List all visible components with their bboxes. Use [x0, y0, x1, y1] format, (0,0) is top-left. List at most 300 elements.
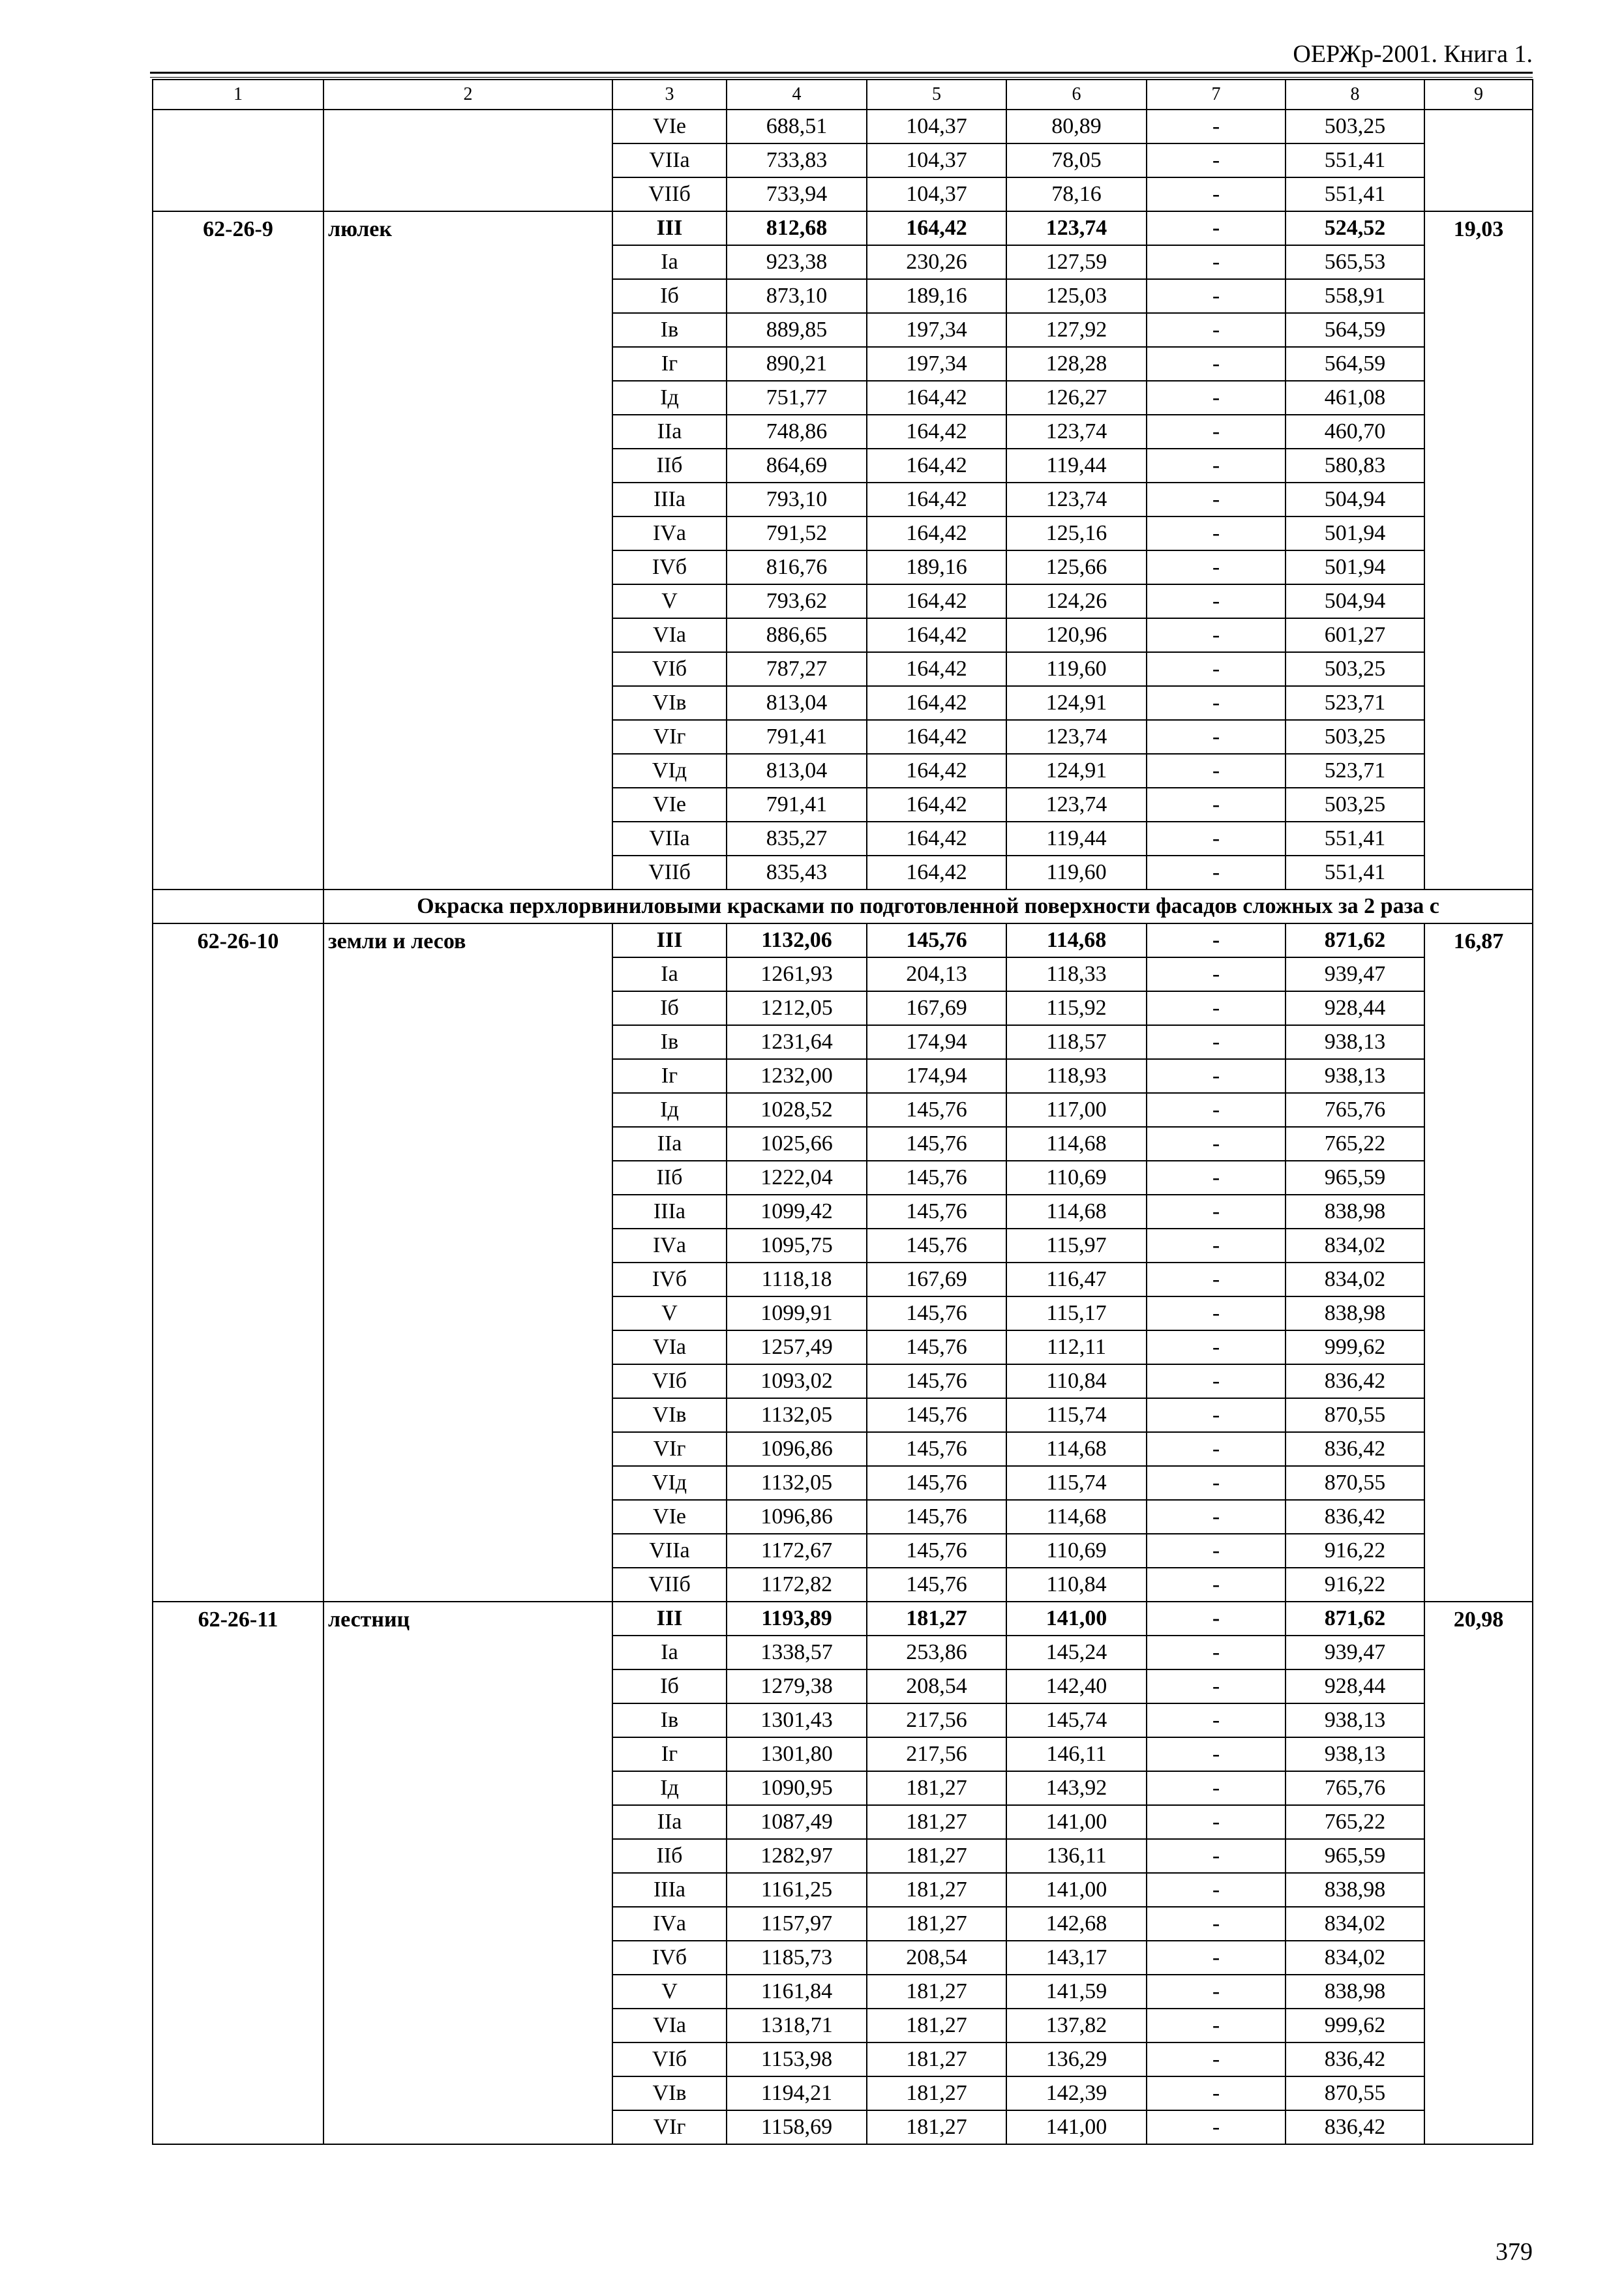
cost-6-cell: 123,74 [1006, 415, 1147, 449]
cost-8-cell: 501,94 [1286, 516, 1424, 550]
cost-4-cell: 1232,00 [727, 1059, 867, 1093]
cost-9-cell: 20,98 [1424, 1602, 1533, 2144]
cost-4-cell: 1172,82 [727, 1568, 867, 1602]
cost-6-cell: 127,59 [1006, 245, 1147, 279]
cost-8-cell: 765,22 [1286, 1805, 1424, 1839]
cost-4-cell: 1132,06 [727, 923, 867, 957]
cost-6-cell: 145,74 [1006, 1703, 1147, 1737]
cost-6-cell: 118,33 [1006, 957, 1147, 991]
price-table [152, 79, 1533, 2145]
cost-5-cell: 145,76 [867, 1364, 1006, 1398]
cost-7-cell: - [1147, 788, 1286, 822]
class-cell: VIе [612, 788, 727, 822]
cost-5-cell: 145,76 [867, 1330, 1006, 1364]
cost-7-cell: - [1147, 449, 1286, 483]
class-cell: III [612, 1602, 727, 1636]
cost-6-cell: 110,84 [1006, 1364, 1147, 1398]
class-cell: VIг [612, 1432, 727, 1466]
cost-7-cell: - [1147, 1636, 1286, 1669]
cost-4-cell: 688,51 [727, 110, 867, 143]
class-cell: Iа [612, 1636, 727, 1669]
cost-7-cell: - [1147, 483, 1286, 516]
class-cell: IIIа [612, 1195, 727, 1229]
class-cell: VIIб [612, 177, 727, 211]
class-cell: VIв [612, 686, 727, 720]
class-cell: IIб [612, 1839, 727, 1873]
cost-7-cell: - [1147, 1432, 1286, 1466]
cost-5-cell: 197,34 [867, 347, 1006, 381]
cost-5-cell: 181,27 [867, 2009, 1006, 2042]
cost-7-cell: - [1147, 110, 1286, 143]
cost-7-cell: - [1147, 177, 1286, 211]
cost-4-cell: 1158,69 [727, 2110, 867, 2144]
cost-8-cell: 999,62 [1286, 1330, 1424, 1364]
cost-5-cell: 167,69 [867, 991, 1006, 1025]
cost-8-cell: 501,94 [1286, 550, 1424, 584]
cost-4-cell: 1301,43 [727, 1703, 867, 1737]
cost-4-cell: 1161,25 [727, 1873, 867, 1907]
cost-8-cell: 460,70 [1286, 415, 1424, 449]
class-cell: Iв [612, 313, 727, 347]
class-cell: III [612, 923, 727, 957]
cost-7-cell: - [1147, 652, 1286, 686]
cost-6-cell: 115,17 [1006, 1296, 1147, 1330]
cost-8-cell: 838,98 [1286, 1195, 1424, 1229]
cost-6-cell: 141,00 [1006, 1602, 1147, 1636]
cost-6-cell: 141,59 [1006, 1975, 1147, 2009]
name-cell: люлек [323, 211, 612, 890]
cost-4-cell: 1338,57 [727, 1636, 867, 1669]
header-rule [150, 72, 1533, 74]
cost-5-cell: 145,76 [867, 1432, 1006, 1466]
cost-7-cell: - [1147, 1703, 1286, 1737]
cost-5-cell: 253,86 [867, 1636, 1006, 1669]
cost-5-cell: 164,42 [867, 211, 1006, 245]
cost-5-cell: 181,27 [867, 1602, 1006, 1636]
cost-7-cell: - [1147, 1025, 1286, 1059]
cost-6-cell: 120,96 [1006, 618, 1147, 652]
cost-5-cell: 181,27 [867, 1771, 1006, 1805]
cost-5-cell: 164,42 [867, 822, 1006, 856]
cost-4-cell: 1301,80 [727, 1737, 867, 1771]
cost-9-cell: 19,03 [1424, 211, 1533, 890]
cost-7-cell: - [1147, 584, 1286, 618]
cost-8-cell: 870,55 [1286, 2076, 1424, 2110]
class-cell: IIа [612, 1127, 727, 1161]
column-number: 2 [323, 80, 612, 110]
cost-5-cell: 181,27 [867, 2042, 1006, 2076]
cost-7-cell: - [1147, 720, 1286, 754]
cost-8-cell: 939,47 [1286, 1636, 1424, 1669]
cost-6-cell: 119,44 [1006, 822, 1147, 856]
class-cell: VIа [612, 618, 727, 652]
cost-6-cell: 136,11 [1006, 1839, 1147, 1873]
code-cell [153, 110, 323, 211]
code-cell: 62-26-10 [153, 923, 323, 1602]
cost-7-cell: - [1147, 1975, 1286, 2009]
cost-7-cell: - [1147, 1602, 1286, 1636]
cost-4-cell: 835,27 [727, 822, 867, 856]
class-cell: VIд [612, 1466, 727, 1500]
cost-7-cell: - [1147, 754, 1286, 788]
cost-8-cell: 939,47 [1286, 957, 1424, 991]
cost-4-cell: 1093,02 [727, 1364, 867, 1398]
cost-8-cell: 836,42 [1286, 1432, 1424, 1466]
cost-7-cell: - [1147, 1093, 1286, 1127]
cost-5-cell: 164,42 [867, 381, 1006, 415]
cost-5-cell: 145,76 [867, 1466, 1006, 1500]
cost-4-cell: 1099,42 [727, 1195, 867, 1229]
table-row [153, 923, 1533, 957]
cost-4-cell: 791,41 [727, 788, 867, 822]
cost-5-cell: 145,76 [867, 1195, 1006, 1229]
cost-4-cell: 1095,75 [727, 1229, 867, 1263]
cost-8-cell: 503,25 [1286, 652, 1424, 686]
cost-8-cell: 523,71 [1286, 686, 1424, 720]
cost-8-cell: 565,53 [1286, 245, 1424, 279]
cost-7-cell: - [1147, 1500, 1286, 1534]
class-cell: VIв [612, 2076, 727, 2110]
column-number: 8 [1286, 80, 1424, 110]
cost-8-cell: 836,42 [1286, 1500, 1424, 1534]
cost-7-cell: - [1147, 1364, 1286, 1398]
class-cell: IIа [612, 1805, 727, 1839]
cost-6-cell: 143,17 [1006, 1941, 1147, 1975]
class-cell: IVб [612, 1941, 727, 1975]
cost-4-cell: 1087,49 [727, 1805, 867, 1839]
cost-7-cell: - [1147, 1873, 1286, 1907]
cost-6-cell: 126,27 [1006, 381, 1147, 415]
cost-5-cell: 145,76 [867, 1229, 1006, 1263]
class-cell: IVб [612, 1263, 727, 1296]
cost-4-cell: 873,10 [727, 279, 867, 313]
cost-6-cell: 125,03 [1006, 279, 1147, 313]
class-cell: Iд [612, 381, 727, 415]
cost-7-cell: - [1147, 1195, 1286, 1229]
cost-5-cell: 181,27 [867, 1873, 1006, 1907]
cost-6-cell: 124,91 [1006, 754, 1147, 788]
cost-8-cell: 834,02 [1286, 1263, 1424, 1296]
cost-7-cell: - [1147, 1059, 1286, 1093]
cost-6-cell: 78,16 [1006, 177, 1147, 211]
cost-8-cell: 461,08 [1286, 381, 1424, 415]
table-body [153, 80, 1533, 2144]
class-cell: Iд [612, 1771, 727, 1805]
cost-8-cell: 523,71 [1286, 754, 1424, 788]
cost-9-cell [1424, 110, 1533, 211]
class-cell: Iв [612, 1703, 727, 1737]
cost-7-cell: - [1147, 1839, 1286, 1873]
class-cell: VIе [612, 110, 727, 143]
cost-8-cell: 564,59 [1286, 347, 1424, 381]
class-cell: IVа [612, 1907, 727, 1941]
cost-6-cell: 116,47 [1006, 1263, 1147, 1296]
class-cell: IIIа [612, 1873, 727, 1907]
cost-7-cell: - [1147, 2110, 1286, 2144]
cost-4-cell: 791,41 [727, 720, 867, 754]
cost-6-cell: 119,60 [1006, 856, 1147, 890]
cost-5-cell: 145,76 [867, 1500, 1006, 1534]
cost-6-cell: 127,92 [1006, 313, 1147, 347]
cost-4-cell: 1212,05 [727, 991, 867, 1025]
cost-4-cell: 813,04 [727, 754, 867, 788]
cost-6-cell: 124,26 [1006, 584, 1147, 618]
cost-7-cell: - [1147, 415, 1286, 449]
cost-4-cell: 1157,97 [727, 1907, 867, 1941]
cost-5-cell: 104,37 [867, 110, 1006, 143]
cost-8-cell: 838,98 [1286, 1975, 1424, 2009]
cost-8-cell: 503,25 [1286, 788, 1424, 822]
cost-4-cell: 1279,38 [727, 1669, 867, 1703]
cost-6-cell: 114,68 [1006, 923, 1147, 957]
cost-8-cell: 836,42 [1286, 2110, 1424, 2144]
cost-6-cell: 110,69 [1006, 1534, 1147, 1568]
cost-5-cell: 217,56 [867, 1703, 1006, 1737]
cost-4-cell: 787,27 [727, 652, 867, 686]
cost-4-cell: 1282,97 [727, 1839, 867, 1873]
cost-4-cell: 1153,98 [727, 2042, 867, 2076]
cost-8-cell: 834,02 [1286, 1907, 1424, 1941]
class-cell: V [612, 1975, 727, 2009]
class-cell: VIб [612, 2042, 727, 2076]
cost-4-cell: 1231,64 [727, 1025, 867, 1059]
cost-4-cell: 1099,91 [727, 1296, 867, 1330]
cost-5-cell: 181,27 [867, 1975, 1006, 2009]
cost-8-cell: 999,62 [1286, 2009, 1424, 2042]
column-number: 5 [867, 80, 1006, 110]
cost-7-cell: - [1147, 313, 1286, 347]
cost-8-cell: 765,76 [1286, 1771, 1424, 1805]
cost-4-cell: 793,10 [727, 483, 867, 516]
row-spacer [153, 890, 323, 923]
cost-6-cell: 115,97 [1006, 1229, 1147, 1263]
cost-8-cell: 928,44 [1286, 991, 1424, 1025]
cost-8-cell: 871,62 [1286, 923, 1424, 957]
cost-7-cell: - [1147, 1669, 1286, 1703]
cost-5-cell: 164,42 [867, 483, 1006, 516]
cost-5-cell: 189,16 [867, 279, 1006, 313]
cost-5-cell: 164,42 [867, 449, 1006, 483]
cost-4-cell: 1257,49 [727, 1330, 867, 1364]
cost-4-cell: 733,94 [727, 177, 867, 211]
name-cell: земли и лесов [323, 923, 612, 1602]
cost-6-cell: 123,74 [1006, 788, 1147, 822]
cost-7-cell: - [1147, 1161, 1286, 1195]
cost-8-cell: 551,41 [1286, 856, 1424, 890]
cost-6-cell: 110,84 [1006, 1568, 1147, 1602]
cost-5-cell: 164,42 [867, 618, 1006, 652]
cost-7-cell: - [1147, 347, 1286, 381]
cost-6-cell: 114,68 [1006, 1432, 1147, 1466]
cost-6-cell: 136,29 [1006, 2042, 1147, 2076]
cost-6-cell: 123,74 [1006, 483, 1147, 516]
cost-4-cell: 1194,21 [727, 2076, 867, 2110]
cost-4-cell: 1161,84 [727, 1975, 867, 2009]
cost-8-cell: 838,98 [1286, 1873, 1424, 1907]
cost-8-cell: 765,22 [1286, 1127, 1424, 1161]
cost-8-cell: 834,02 [1286, 1229, 1424, 1263]
cost-4-cell: 733,83 [727, 143, 867, 177]
cost-9-cell: 16,87 [1424, 923, 1533, 1602]
cost-5-cell: 181,27 [867, 2076, 1006, 2110]
cost-4-cell: 1096,86 [727, 1500, 867, 1534]
cost-5-cell: 145,76 [867, 1161, 1006, 1195]
cost-8-cell: 504,94 [1286, 483, 1424, 516]
cost-7-cell: - [1147, 381, 1286, 415]
cost-5-cell: 181,27 [867, 1805, 1006, 1839]
class-cell: VIд [612, 754, 727, 788]
cost-8-cell: 524,52 [1286, 211, 1424, 245]
cost-5-cell: 208,54 [867, 1669, 1006, 1703]
cost-7-cell: - [1147, 1568, 1286, 1602]
class-cell: Iб [612, 279, 727, 313]
cost-4-cell: 1132,05 [727, 1398, 867, 1432]
cost-5-cell: 164,42 [867, 652, 1006, 686]
cost-4-cell: 1096,86 [727, 1432, 867, 1466]
cost-6-cell: 137,82 [1006, 2009, 1147, 2042]
cost-7-cell: - [1147, 1296, 1286, 1330]
cost-8-cell: 870,55 [1286, 1466, 1424, 1500]
class-cell: Iг [612, 1059, 727, 1093]
cost-6-cell: 112,11 [1006, 1330, 1147, 1364]
cost-7-cell: - [1147, 1941, 1286, 1975]
section-heading-row [153, 890, 1533, 923]
cost-7-cell: - [1147, 1263, 1286, 1296]
cost-5-cell: 189,16 [867, 550, 1006, 584]
column-number-row [153, 80, 1533, 110]
cost-8-cell: 916,22 [1286, 1568, 1424, 1602]
class-cell: Iг [612, 347, 727, 381]
cost-8-cell: 870,55 [1286, 1398, 1424, 1432]
column-number: 1 [153, 80, 323, 110]
cost-7-cell: - [1147, 1771, 1286, 1805]
class-cell: Iб [612, 991, 727, 1025]
class-cell: IIб [612, 1161, 727, 1195]
cost-6-cell: 125,16 [1006, 516, 1147, 550]
cost-8-cell: 836,42 [1286, 2042, 1424, 2076]
cost-6-cell: 115,74 [1006, 1398, 1147, 1432]
cost-8-cell: 838,98 [1286, 1296, 1424, 1330]
class-cell: VIIб [612, 1568, 727, 1602]
cost-4-cell: 813,04 [727, 686, 867, 720]
cost-7-cell: - [1147, 143, 1286, 177]
document-title: ОЕРЖр-2001. Книга 1. [1293, 40, 1533, 68]
cost-4-cell: 1261,93 [727, 957, 867, 991]
cost-5-cell: 230,26 [867, 245, 1006, 279]
cost-7-cell: - [1147, 1737, 1286, 1771]
section-heading: Окраска перхлорвиниловыми красками по подготовленной поверхности фасадов сложных за 2 раза с [323, 890, 1533, 923]
cost-4-cell: 923,38 [727, 245, 867, 279]
class-cell: Iг [612, 1737, 727, 1771]
class-cell: VIв [612, 1398, 727, 1432]
cost-6-cell: 114,68 [1006, 1127, 1147, 1161]
cost-4-cell: 816,76 [727, 550, 867, 584]
cost-6-cell: 110,69 [1006, 1161, 1147, 1195]
class-cell: IVа [612, 516, 727, 550]
cost-4-cell: 1028,52 [727, 1093, 867, 1127]
cost-6-cell: 123,74 [1006, 211, 1147, 245]
cost-5-cell: 164,42 [867, 584, 1006, 618]
cost-8-cell: 551,41 [1286, 177, 1424, 211]
cost-7-cell: - [1147, 856, 1286, 890]
class-cell: V [612, 584, 727, 618]
cost-4-cell: 1172,67 [727, 1534, 867, 1568]
column-number: 6 [1006, 80, 1147, 110]
cost-8-cell: 836,42 [1286, 1364, 1424, 1398]
cost-4-cell: 751,77 [727, 381, 867, 415]
class-cell: IVб [612, 550, 727, 584]
cost-6-cell: 145,24 [1006, 1636, 1147, 1669]
cost-5-cell: 181,27 [867, 1839, 1006, 1873]
cost-5-cell: 174,94 [867, 1025, 1006, 1059]
cost-7-cell: - [1147, 1398, 1286, 1432]
cost-4-cell: 1193,89 [727, 1602, 867, 1636]
cost-7-cell: - [1147, 2076, 1286, 2110]
class-cell: Iд [612, 1093, 727, 1127]
cost-5-cell: 217,56 [867, 1737, 1006, 1771]
cost-8-cell: 551,41 [1286, 143, 1424, 177]
cost-8-cell: 503,25 [1286, 720, 1424, 754]
cost-6-cell: 118,93 [1006, 1059, 1147, 1093]
table-row [153, 211, 1533, 245]
cost-5-cell: 104,37 [867, 143, 1006, 177]
class-cell: VIIа [612, 1534, 727, 1568]
class-cell: VIг [612, 720, 727, 754]
cost-4-cell: 1185,73 [727, 1941, 867, 1975]
table-row [153, 110, 1533, 143]
cost-6-cell: 142,68 [1006, 1907, 1147, 1941]
cost-4-cell: 835,43 [727, 856, 867, 890]
cost-8-cell: 834,02 [1286, 1941, 1424, 1975]
cost-6-cell: 142,40 [1006, 1669, 1147, 1703]
cost-7-cell: - [1147, 1330, 1286, 1364]
class-cell: VIе [612, 1500, 727, 1534]
cost-5-cell: 167,69 [867, 1263, 1006, 1296]
cost-6-cell: 141,00 [1006, 1873, 1147, 1907]
cost-7-cell: - [1147, 211, 1286, 245]
cost-8-cell: 503,25 [1286, 110, 1424, 143]
cost-6-cell: 124,91 [1006, 686, 1147, 720]
header-rule-thin [150, 77, 1533, 78]
cost-6-cell: 119,60 [1006, 652, 1147, 686]
cost-5-cell: 145,76 [867, 1296, 1006, 1330]
cost-5-cell: 164,42 [867, 720, 1006, 754]
table-row [153, 1602, 1533, 1636]
cost-8-cell: 965,59 [1286, 1161, 1424, 1195]
cost-4-cell: 793,62 [727, 584, 867, 618]
cost-6-cell: 80,89 [1006, 110, 1147, 143]
cost-6-cell: 128,28 [1006, 347, 1147, 381]
cost-5-cell: 181,27 [867, 2110, 1006, 2144]
cost-8-cell: 765,76 [1286, 1093, 1424, 1127]
cost-5-cell: 164,42 [867, 686, 1006, 720]
cost-6-cell: 119,44 [1006, 449, 1147, 483]
cost-8-cell: 938,13 [1286, 1025, 1424, 1059]
cost-4-cell: 886,65 [727, 618, 867, 652]
cost-6-cell: 142,39 [1006, 2076, 1147, 2110]
class-cell: IIб [612, 449, 727, 483]
class-cell: IVа [612, 1229, 727, 1263]
class-cell: Iа [612, 957, 727, 991]
cost-7-cell: - [1147, 550, 1286, 584]
cost-4-cell: 890,21 [727, 347, 867, 381]
cost-8-cell: 564,59 [1286, 313, 1424, 347]
cost-7-cell: - [1147, 991, 1286, 1025]
cost-6-cell: 114,68 [1006, 1500, 1147, 1534]
cost-6-cell: 141,00 [1006, 2110, 1147, 2144]
cost-6-cell: 146,11 [1006, 1737, 1147, 1771]
cost-4-cell: 889,85 [727, 313, 867, 347]
